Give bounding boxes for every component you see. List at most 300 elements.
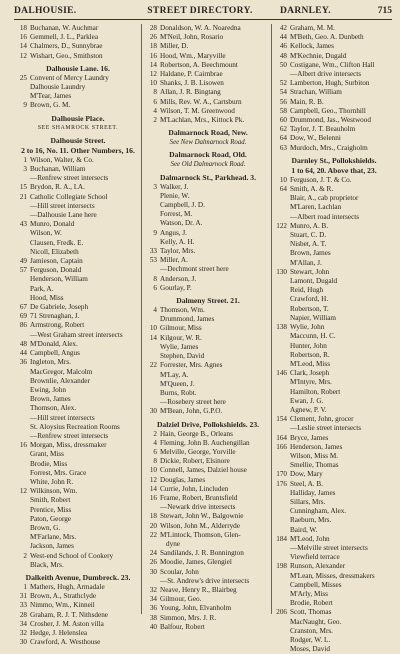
directory-entry — [14, 620, 142, 629]
directory-entry: Hunter, John — [290, 341, 327, 350]
directory-entry — [14, 101, 142, 110]
resident-name: Mills, Rev. W. A., Cartsburn — [160, 97, 242, 106]
directory-entry: M'Leod, Miss — [290, 359, 331, 368]
directory-entry — [14, 24, 142, 33]
resident-name: Walker, J. — [160, 182, 189, 191]
resident-name: Drummond, Jas., Westwood — [290, 116, 371, 125]
house-number: 30 — [149, 567, 157, 576]
resident-name: Hood, Wm., Maryville — [160, 51, 226, 60]
resident-name: M'Leod, John — [290, 534, 330, 543]
house-number: 3 — [23, 165, 27, 174]
resident-name: Buchanan, W. Auchmar — [30, 24, 99, 32]
directory-entry — [14, 193, 142, 202]
street-heading: Dalmeny Street. 21. — [176, 296, 240, 306]
directory-entry — [274, 470, 394, 479]
directory-entry: Clausen, Fredk. E. — [30, 238, 84, 247]
house-number: 34 — [19, 619, 27, 628]
directory-entry: —Albert road intersects — [290, 212, 360, 221]
directory-entry — [144, 98, 272, 107]
resident-name: Taylor, J. T. Beauholm — [290, 125, 356, 134]
directory-entry: Brown, James — [30, 395, 71, 404]
house-number: 32 — [149, 585, 157, 594]
directory-entry — [274, 107, 394, 116]
directory-entry — [14, 340, 142, 349]
directory-entry: M'Farlane, Mrs. — [30, 533, 77, 542]
resident-name: Thomson, Wm. — [160, 306, 205, 315]
directory-entry — [14, 592, 142, 601]
house-number: 57 — [19, 266, 27, 275]
house-number: 8 — [153, 457, 157, 466]
directory-entry: Dalhousie Laundry — [30, 83, 86, 92]
directory-entry: Reid, Hugh — [290, 286, 324, 295]
directory-entry: Thomson, Alex. — [30, 404, 77, 413]
directory-entry — [274, 535, 394, 544]
directory-entry — [144, 33, 272, 42]
house-number: 15 — [19, 183, 27, 192]
directory-entry — [144, 531, 272, 540]
street-heading: Dalkeith Avenue, Dumbreck. 23. — [25, 572, 131, 582]
resident-name: Anderson, J. — [160, 274, 197, 283]
directory-entry: —Renfrew street intersects — [30, 174, 109, 183]
directory-entry — [14, 156, 142, 165]
house-number: 48 — [279, 51, 287, 60]
directory-entry — [14, 321, 142, 330]
directory-entry — [14, 183, 142, 192]
house-number: 154 — [276, 415, 287, 424]
directory-entry: Forrest, M. — [160, 210, 193, 219]
directory-entry: M'Arly, Miss — [290, 589, 328, 598]
directory-entry — [144, 494, 272, 503]
resident-name: M'Neil, John, Rosario — [160, 33, 224, 42]
directory-entry: M'Lean, Misses, dressmakers — [290, 571, 375, 580]
directory-entry: M'Queen, J. — [160, 379, 195, 388]
directory-entry: M'Tear, James — [30, 92, 72, 101]
resident-name: Robertson, A. Beechmount — [160, 60, 238, 69]
directory-entry — [144, 284, 272, 293]
directory-entry — [274, 222, 394, 231]
directory-entry: —West Graham street intersects — [30, 330, 123, 339]
house-number: 14 — [149, 484, 157, 493]
resident-name: Runson, Alexander — [290, 562, 346, 571]
house-number: 46 — [279, 42, 287, 51]
directory-entry — [14, 441, 142, 450]
resident-name: Smith, A. & R. — [290, 185, 334, 194]
directory-entry — [144, 430, 272, 439]
house-number: 176 — [276, 479, 287, 488]
directory-entry — [144, 485, 272, 494]
header-rule — [14, 19, 392, 20]
directory-entry: Kelly, A. H. — [160, 237, 195, 246]
directory-entry — [144, 88, 272, 97]
resident-name: M'Donald, Alex. — [30, 339, 78, 348]
resident-name: Balfour, Robert — [160, 622, 205, 631]
directory-entry — [14, 349, 142, 358]
house-number: 24 — [149, 549, 157, 558]
house-number: 6 — [153, 447, 157, 456]
resident-name: Gilmour, Geo. — [160, 595, 202, 604]
directory-entry — [144, 61, 272, 70]
resident-name: Angus, J. — [160, 228, 187, 237]
directory-entry: Stephen, David — [160, 352, 205, 361]
resident-name: Dickie, Robert, Elsinore — [160, 457, 230, 466]
directory-entry: Brownlie, Alexander — [30, 376, 90, 385]
directory-entry — [144, 52, 272, 61]
house-number: 138 — [276, 323, 287, 332]
directory-entry: Wilson, Miss M. — [290, 451, 339, 460]
directory-entry: Robertson, R. — [290, 350, 330, 359]
directory-entry — [144, 614, 272, 623]
directory-entry: —Melville street intersects — [290, 543, 368, 552]
resident-name: Scott, Thomas — [290, 608, 332, 617]
directory-entry — [274, 268, 394, 277]
directory-entry: Brodie, Robert — [290, 599, 333, 608]
directory-entry — [274, 369, 394, 378]
house-number: 26 — [149, 33, 157, 42]
directory-entry: —Dalhousie Lane here — [30, 211, 97, 220]
resident-name: Haldane, P. Cairnbrae — [160, 70, 223, 79]
house-number: 4 — [153, 306, 157, 315]
directory-entry — [144, 448, 272, 457]
directory-entry — [144, 407, 272, 416]
resident-name: Gemmell, J. L., Parklea — [30, 33, 99, 42]
directory-entry: Nicoll, Elizabeth — [30, 247, 79, 256]
directory-entry: Drummond, James — [160, 315, 215, 324]
resident-name: Gilmour, Miss — [160, 324, 202, 333]
directory-entry — [274, 434, 394, 443]
directory-entry — [274, 562, 394, 571]
resident-name: Wilson, T. M. Greenwood — [160, 106, 235, 115]
resident-name: Henderson, James — [290, 442, 343, 451]
directory-entry — [144, 512, 272, 521]
directory-entry: Halliday, James — [290, 488, 336, 497]
resident-name: Douglas, James — [160, 475, 206, 484]
directory-entry: M'Intyre, Mrs. — [290, 378, 332, 387]
house-number: 36 — [19, 358, 27, 367]
house-number: 16 — [19, 33, 27, 42]
directory-entry — [144, 466, 272, 475]
directory-entry: Wylie, James — [160, 342, 199, 351]
directory-column-2 — [144, 24, 272, 632]
resident-name: Crawford, A. Westhouse — [30, 638, 101, 647]
house-number: 18 — [149, 42, 157, 51]
directory-entry: Crawford, H. — [290, 295, 329, 304]
directory-entry — [14, 487, 142, 496]
directory-entry — [14, 358, 142, 367]
directory-entry — [14, 611, 142, 620]
resident-name: Graham, M. M. — [290, 24, 335, 32]
house-number: 2 — [153, 429, 157, 438]
directory-entry: —Hill street intersects — [30, 201, 95, 210]
directory-entry — [274, 88, 394, 97]
house-number: 20 — [149, 521, 157, 530]
directory-entry: Burns, Robt. — [160, 388, 197, 397]
resident-name: Chalmers, D., Sunnybrae — [30, 42, 103, 51]
resident-name: De Gabriele, Joseph — [30, 303, 89, 312]
directory-entry — [274, 42, 394, 51]
resident-name: Ferguson, Donald — [30, 266, 82, 275]
resident-name: Clark, Joseph — [290, 369, 330, 378]
house-number: 25 — [19, 73, 27, 82]
directory-column-1 — [14, 24, 142, 647]
house-number: 18 — [149, 512, 157, 521]
directory-entry: Rodger, W. L. — [290, 636, 331, 644]
house-number: 12 — [19, 487, 27, 496]
house-number: 3 — [153, 182, 157, 191]
directory-entry — [274, 125, 394, 134]
house-number: 50 — [279, 60, 287, 69]
resident-name: Wilson, John M., Alderryde — [160, 521, 240, 530]
house-number: 10 — [149, 324, 157, 333]
directory-entry — [274, 134, 394, 143]
street-heading: Darnley St., Pollokshields. — [291, 155, 377, 165]
resident-name: Brydon, R. A., I.A. — [30, 183, 85, 192]
street-heading: Dalhousie Place. — [51, 113, 105, 123]
house-number: 2 — [153, 116, 157, 125]
directory-entry: Stuart, C. D. — [290, 231, 327, 240]
resident-name: Catholic Collegiate School — [30, 192, 108, 201]
house-number: 69 — [19, 312, 27, 321]
house-number: 42 — [279, 24, 287, 32]
resident-name: Munro, A. B. — [290, 221, 329, 230]
street-heading: Dalhousie Street. — [50, 135, 106, 145]
header-title: STREET DIRECTORY. — [147, 6, 253, 16]
directory-entry: Wilson, W. — [30, 229, 62, 238]
directory-entry: Grant, Miss — [30, 450, 64, 459]
directory-entry: Smellie, Thomas — [290, 461, 339, 470]
house-number: 12 — [19, 51, 27, 60]
house-number: 44 — [279, 33, 287, 42]
house-number: 33 — [19, 601, 27, 610]
resident-name: Campbell, Geo., Thornhill — [290, 106, 366, 115]
house-number: 10 — [149, 79, 157, 88]
directory-entry — [144, 623, 272, 632]
directory-entry — [144, 116, 272, 125]
directory-entry — [14, 303, 142, 312]
resident-name: Graham, R. J. T. Nithsdene — [30, 610, 108, 619]
resident-name: Jamieson, Captain — [30, 257, 83, 266]
directory-entry — [274, 323, 394, 332]
house-number: 10 — [279, 175, 287, 184]
street-heading: Dalmarnock St., Parkhead. 3. — [160, 172, 256, 182]
directory-entry — [14, 52, 142, 61]
house-number: 170 — [276, 470, 287, 479]
resident-name: Scoular, John — [160, 567, 199, 576]
cross-reference: See New Dalmarnock Road. — [169, 139, 247, 147]
directory-entry — [144, 256, 272, 265]
house-number: 36 — [149, 604, 157, 613]
directory-entry — [274, 608, 394, 617]
resident-name: Brown, A., Strathclyde — [30, 592, 97, 601]
directory-entry: —Renfrew street intersects — [30, 431, 109, 440]
directory-entry — [14, 266, 142, 275]
house-number: 60 — [279, 116, 287, 125]
directory-entry — [14, 42, 142, 51]
directory-entry — [144, 568, 272, 577]
resident-name: Frame, Robert, Bruntsfield — [160, 493, 238, 502]
house-number: 30 — [19, 638, 27, 647]
directory-entry: Raeburn, Mrs. — [290, 516, 332, 525]
directory-entry — [274, 61, 394, 70]
street-heading: 1 to 64, 20. Above that, 23. — [291, 165, 377, 175]
directory-entry: Cunningham, Alex. — [290, 507, 347, 516]
directory-entry: Smith, Robert — [30, 496, 71, 505]
directory-entry: Viewfield terrace — [290, 553, 340, 562]
house-number: 86 — [19, 321, 27, 330]
resident-name: 71 Strenaghan, J. — [30, 312, 80, 321]
house-number: 54 — [279, 88, 287, 97]
house-number: 40 — [149, 622, 157, 631]
directory-entry — [144, 275, 272, 284]
resident-name: Simmon, Mrs. J. R. — [160, 613, 217, 622]
resident-name: Taylor, Mrs. — [160, 247, 196, 256]
resident-name: Forrester, Mrs. Agnes — [160, 361, 223, 370]
directory-entry: Prentice, Miss — [30, 505, 72, 514]
street-heading: Dalmarnock Road, New. — [168, 128, 248, 138]
resident-name: M'Bean, John, G.P.O. — [160, 407, 223, 416]
directory-entry: Paton, George — [30, 514, 71, 523]
directory-entry — [14, 220, 142, 229]
directory-entry — [144, 79, 272, 88]
house-number: 32 — [19, 628, 27, 637]
house-number: 58 — [279, 106, 287, 115]
house-number: 21 — [19, 192, 27, 201]
house-number: 146 — [276, 369, 287, 378]
directory-entry — [14, 74, 142, 83]
directory-entry — [144, 595, 272, 604]
directory-entry: M'Lay, A. — [160, 370, 189, 379]
house-number: 166 — [276, 442, 287, 451]
house-number: 28 — [19, 610, 27, 619]
resident-name: Wylie, John — [290, 323, 325, 332]
house-number: 16 — [149, 51, 157, 60]
resident-name: Dow, Mary — [290, 470, 323, 479]
directory-entry — [144, 107, 272, 116]
resident-name: Crosher, J. M. Aston villa — [30, 619, 104, 628]
directory-entry — [144, 549, 272, 558]
directory-entry: White, John R. — [30, 477, 74, 486]
resident-name: Munro, Donald — [30, 220, 75, 229]
directory-entry — [274, 24, 394, 33]
directory-entry: Blair, A., cab proprietor — [290, 194, 359, 203]
directory-entry — [144, 457, 272, 466]
resident-name: Bryce, James — [290, 433, 329, 442]
house-number: 49 — [19, 257, 27, 266]
resident-name: Donaldson, W. A. Noaredna — [160, 24, 241, 32]
house-number: 38 — [149, 613, 157, 622]
house-number: 9 — [23, 101, 27, 110]
resident-name: West-end School of Cookery — [30, 551, 114, 560]
house-number: 8 — [153, 274, 157, 283]
house-number: 164 — [276, 433, 287, 442]
house-number: 44 — [19, 349, 27, 358]
house-number: 30 — [149, 407, 157, 416]
house-number: 64 — [279, 185, 287, 194]
directory-entry: Campbell, J. D. — [160, 201, 205, 210]
directory-entry: Robertson, T. — [290, 304, 329, 313]
resident-name: Connell, James, Dalziel house — [160, 466, 247, 475]
resident-name: Wilson, Walter, & Co. — [30, 155, 94, 164]
house-number: 53 — [149, 256, 157, 265]
resident-name: Melville, George, Yorville — [160, 447, 236, 456]
house-number: 43 — [19, 220, 27, 229]
resident-name: Ingleton, Mrs. — [30, 358, 71, 367]
cross-reference: SEE SHAMROCK STREET. — [37, 124, 119, 131]
resident-name: Hain, George B., Orleans — [160, 429, 233, 438]
house-number: 6 — [153, 97, 157, 106]
directory-entry — [144, 24, 272, 33]
resident-name: M'Lintock, Thomson, Glen- — [160, 530, 241, 539]
resident-name: Strachan, William — [290, 88, 342, 97]
house-number: 4 — [153, 438, 157, 447]
house-number: 31 — [19, 592, 27, 601]
resident-name: Kilgour, W. R. — [160, 333, 202, 342]
resident-name: M'Kechnie, Dugald — [290, 51, 347, 60]
directory-entry: Napier, William — [290, 313, 336, 322]
resident-name: Fleming, John B. Auchengillan — [160, 438, 250, 447]
house-number: 22 — [149, 361, 157, 370]
house-number: 4 — [153, 106, 157, 115]
directory-entry — [274, 33, 394, 42]
directory-entry: Ewing, John — [30, 385, 66, 394]
directory-entry: MacGregor, Malcolm — [30, 367, 93, 376]
directory-entry — [144, 324, 272, 333]
resident-name: Shanks, J. B. Lisowen — [160, 79, 224, 88]
directory-entry: Lamont, Dugald — [290, 277, 338, 286]
resident-name: Buchanan, William — [30, 165, 86, 174]
directory-entry: Sillars, Mrs. — [290, 497, 326, 506]
directory-entry — [274, 176, 394, 185]
directory-entry — [274, 144, 394, 153]
house-number: 14 — [149, 333, 157, 342]
house-number: 16 — [19, 441, 27, 450]
directory-entry — [14, 33, 142, 42]
directory-entry — [14, 552, 142, 561]
directory-entry — [274, 185, 394, 194]
house-number: 14 — [19, 42, 27, 51]
directory-entry: Watson, Dr. A. — [160, 219, 203, 228]
resident-name: Convent of Mercy Laundry — [30, 73, 109, 82]
directory-entry — [14, 629, 142, 638]
house-number: 9 — [153, 228, 157, 237]
resident-name: Clement, John, grocer — [290, 415, 354, 424]
directory-entry — [144, 476, 272, 485]
house-number: 62 — [279, 125, 287, 134]
directory-entry — [144, 306, 272, 315]
resident-name: Murdoch, Mrs., Craigholm — [290, 143, 368, 152]
resident-name: Currie, John, Lincluden — [160, 484, 229, 493]
directory-entry: Agnew, P. V. — [290, 405, 327, 414]
directory-entry — [14, 257, 142, 266]
house-number: 2 — [23, 551, 27, 560]
street-heading: Dalziel Drive, Pollokshields. 23. — [156, 419, 260, 429]
directory-entry — [144, 558, 272, 567]
directory-entry: —Albert drive intersects — [290, 70, 362, 79]
directory-entry — [14, 583, 142, 592]
house-number: 33 — [149, 247, 157, 256]
directory-entry — [144, 604, 272, 613]
house-number: 12 — [149, 70, 157, 79]
house-number: 63 — [279, 143, 287, 152]
resident-name: Moodie, James, Glengiel — [160, 558, 232, 567]
resident-name: Young, John, Elvanholm — [160, 604, 232, 613]
house-number: 18 — [19, 24, 27, 32]
directory-entry: dyne — [166, 539, 180, 548]
directory-entry — [274, 480, 394, 489]
house-number: 206 — [276, 608, 287, 617]
house-number: 52 — [279, 79, 287, 88]
directory-entry: Campbell, Misses — [290, 580, 342, 589]
directory-entry — [14, 638, 142, 647]
